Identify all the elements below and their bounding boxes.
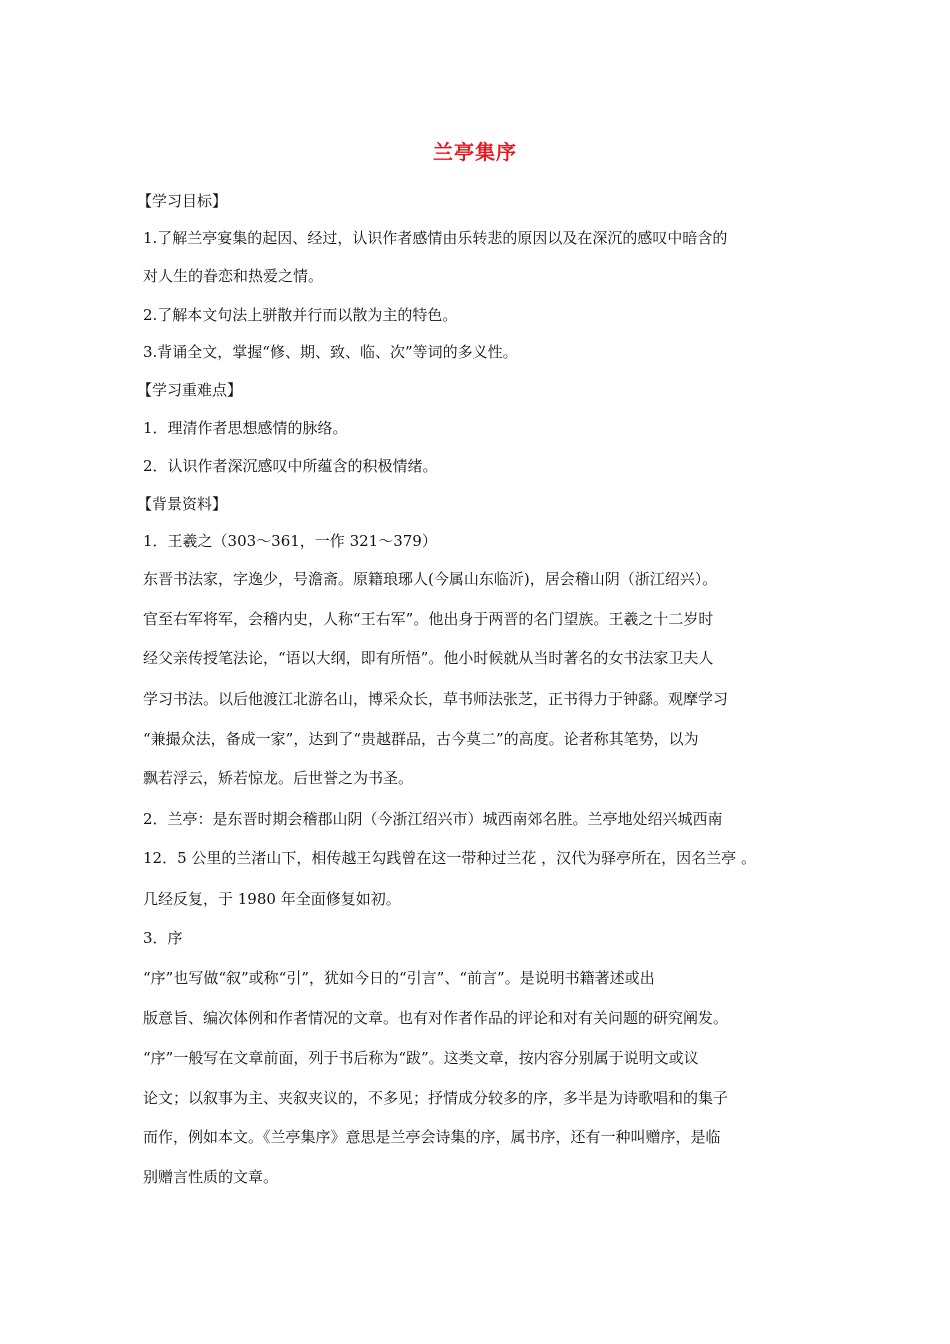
paragraph-line: 东晋书法家，字逸少，号澹斋。原籍琅琊人(今属山东临沂)，居会稽山阴（浙江绍兴）。 — [143, 570, 718, 588]
paragraph-line: “序”也写做“叙”或称“引”，犹如今日的“引言”、“前言”。是说明书籍著述或出 — [143, 969, 655, 987]
paragraph-line: 官至右军将军，会稽内史，人称“王右军”。他出身于两晋的名门望族。王羲之十二岁时 — [143, 610, 714, 628]
paragraph-line: “序”一般写在文章前面，列于书后称为“跋”。这类文章，按内容分别属于说明文或议 — [143, 1049, 699, 1067]
document-title: 兰亭集序 — [433, 140, 517, 164]
paragraph-line: 2．认识作者深沉感叹中所蕴含的积极情绪。 — [143, 457, 438, 475]
paragraph-line: 飘若浮云，矫若惊龙。后世誉之为书圣。 — [143, 769, 414, 787]
paragraph-line: 3．序 — [143, 929, 183, 947]
section-heading-key-points: 【学习重难点】 — [137, 381, 243, 399]
paragraph-line: 12．5 公里的兰渚山下，相传越王勾践曾在这一带种过兰花 ，汉代为驿亭所在，因名兰亭 。 — [143, 849, 756, 867]
paragraph-line: 2．兰亭：是东晋时期会稽郡山阴（今浙江绍兴市）城西南郊名胜。兰亭地处绍兴城西南 — [143, 810, 723, 828]
paragraph-line: 论文；以叙事为主、夹叙夹议的，不多见；抒情成分较多的序，多半是为诗歌唱和的集子 — [143, 1089, 729, 1107]
paragraph-line: 2.了解本文句法上骈散并行而以散为主的特色。 — [143, 306, 458, 324]
paragraph-line: 学习书法。以后他渡江北游名山，博采众长，草书师法张芝，正书得力于钟繇。观摩学习 — [143, 690, 729, 708]
paragraph-line: 3.背诵全文，掌握“修、期、致、临、次”等词的多义性。 — [143, 343, 518, 361]
paragraph-line: 而作，例如本文。《兰亭集序》意思是兰亭会诗集的序，属书序，还有一种叫赠序，是临 — [143, 1128, 721, 1146]
paragraph-line: 1.了解兰亭宴集的起因、经过，认识作者感情由乐转悲的原因以及在深沉的感叹中暗含的 — [143, 229, 728, 247]
paragraph-line: “兼撮众法，备成一家”，达到了“贵越群品，古今莫二”的高度。论者称其笔势，以为 — [143, 730, 699, 748]
paragraph-line: 几经反复，于 1980 年全面修复如初。 — [143, 890, 401, 908]
section-heading-background: 【背景资料】 — [137, 495, 228, 513]
paragraph-line: 版意旨、编次体例和作者情况的文章。也有对作者作品的评论和对有关问题的研究阐发。 — [143, 1009, 729, 1027]
paragraph-line: 别赠言性质的文章。 — [143, 1168, 279, 1186]
paragraph-line: 1．王羲之（303～361，一作 321～379） — [143, 532, 437, 550]
paragraph-line: 对人生的眷恋和热爱之情。 — [143, 267, 324, 285]
paragraph-line: 1．理清作者思想感情的脉络。 — [143, 419, 348, 437]
paragraph-line: 经父亲传授笔法论，“语以大纲，即有所悟”。他小时候就从当时著名的女书法家卫夫人 — [143, 649, 714, 667]
section-heading-learning-goals: 【学习目标】 — [137, 192, 228, 210]
